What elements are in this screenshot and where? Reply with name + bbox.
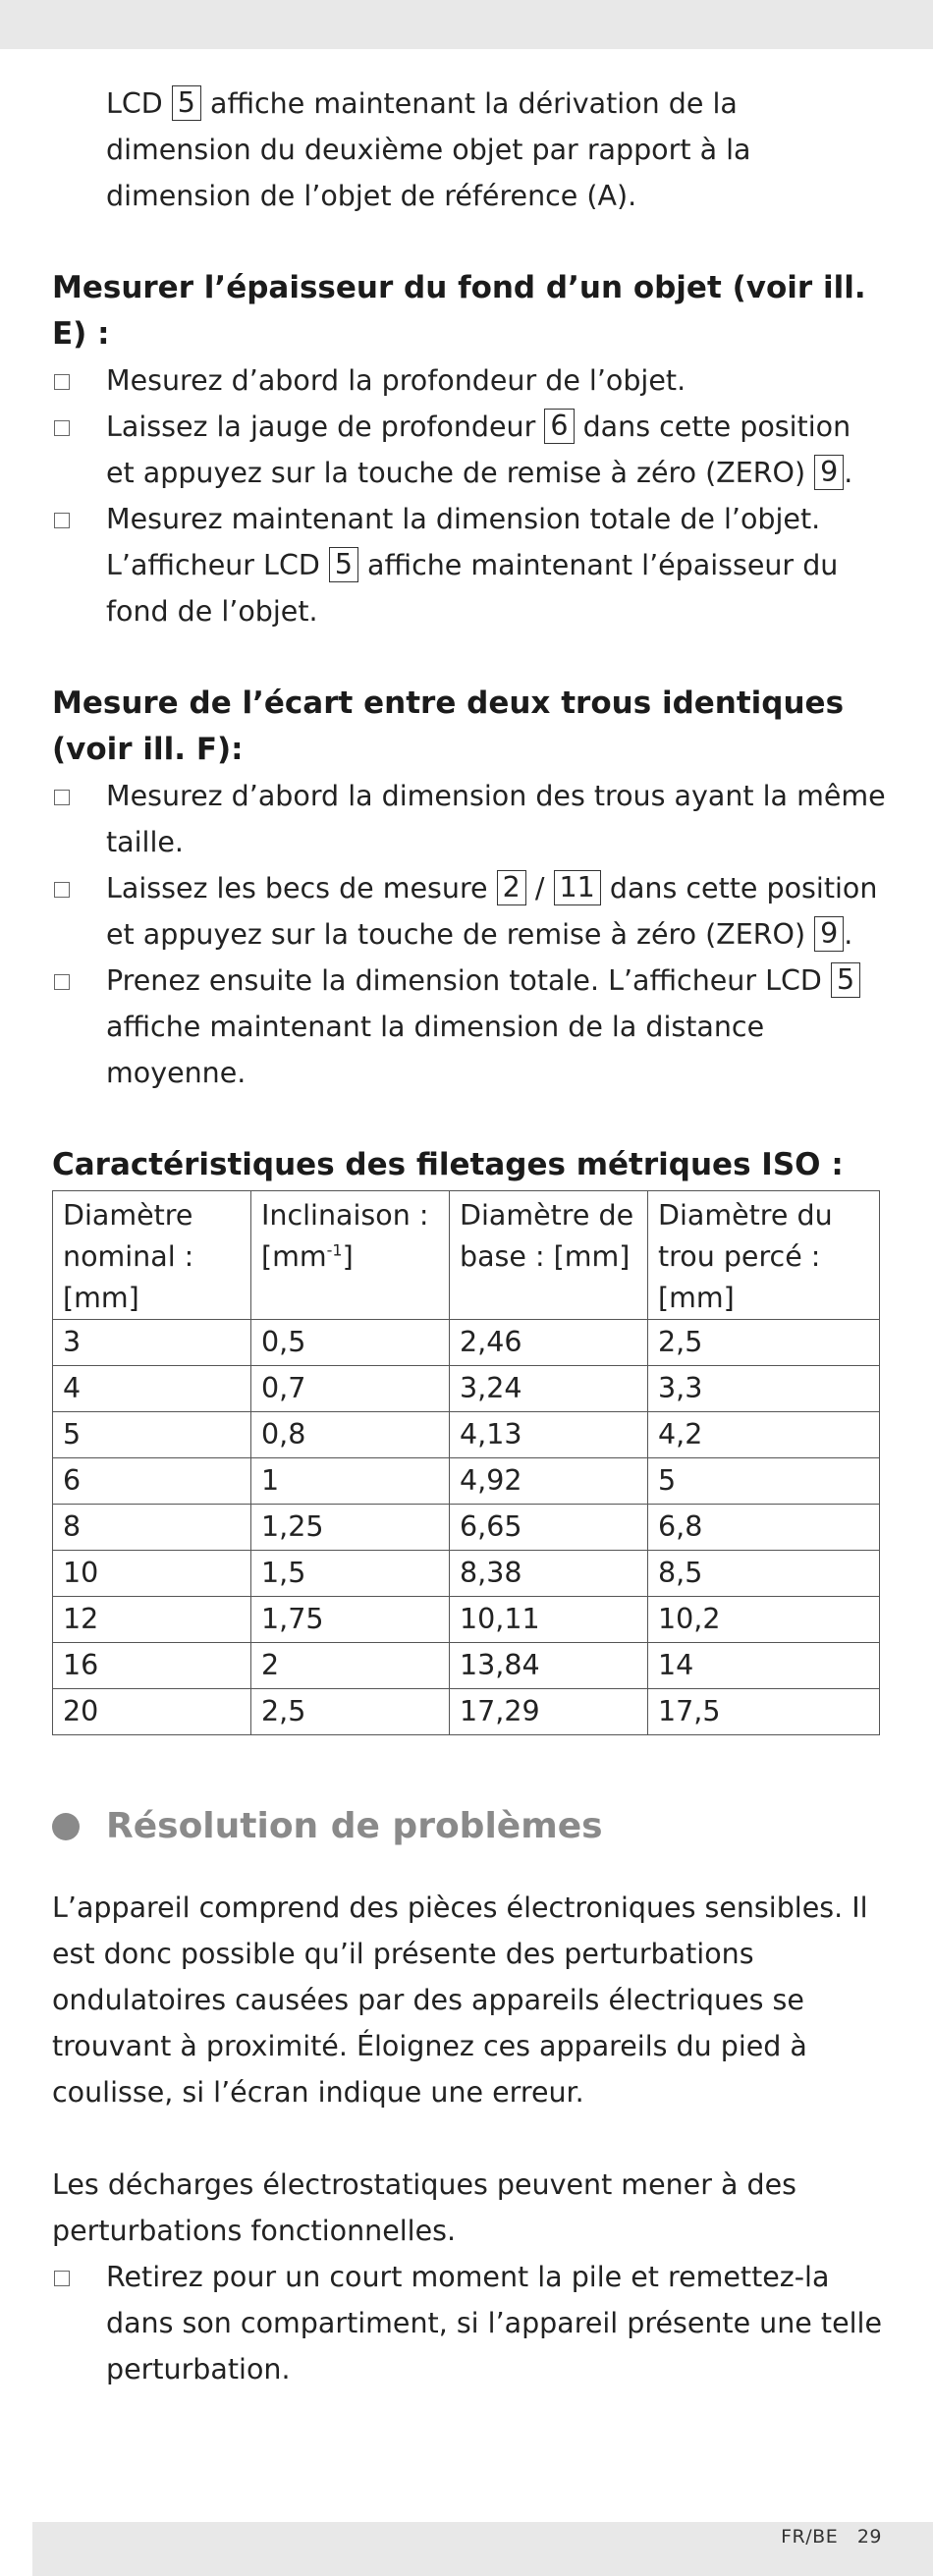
table-cell: 1,25 [251,1505,450,1551]
list-item [52,496,887,634]
bullet-dot-icon [52,1813,80,1840]
callout-number: 9 [814,455,844,490]
table-row [53,1551,880,1597]
table-cell: 1 [251,1458,450,1505]
column-header-drill: Diamètre du trou percé : [mm] [648,1191,880,1320]
header-text: ] [342,1240,354,1273]
header-superscript: -1 [326,1240,343,1260]
list-item-text: Laissez les becs de mesure [106,872,497,904]
intro-text-start: LCD [106,87,163,120]
heading-iso-threads: Caractéristiques des filetages métriques ISO : [52,1147,844,1182]
list-item [52,357,887,404]
table-cell: 3 [53,1320,251,1366]
table-cell: 10,2 [648,1597,880,1643]
table-cell: 8,5 [648,1551,880,1597]
table-cell: 2,46 [450,1320,648,1366]
table-row [53,1505,880,1551]
table-cell: 16 [53,1643,251,1689]
list-item-text: affiche maintenant la dimension de la distance moyenne. [106,1011,765,1089]
list-item [52,958,887,1096]
table-cell: 17,5 [648,1689,880,1735]
table-row [53,1366,880,1412]
table-cell: 20 [53,1689,251,1735]
table-row [53,1689,880,1735]
list-item-text: Prenez ensuite la dimension totale. L’afficheur LCD [106,964,831,997]
table-cell: 0,7 [251,1366,450,1412]
header-text: Inclinaison : [mm [261,1199,429,1273]
callout-number: 9 [814,916,844,952]
table-row [53,1458,880,1505]
page-content [52,81,887,2392]
table-cell: 6,8 [648,1505,880,1551]
heading-hole-distance: Mesure de l’écart entre deux trous identiques (voir ill. F): [52,685,845,767]
intro-text-end: affiche maintenant la dérivation de la dimension du deuxième objet par rapport à la dimension de l’objet de référence (A). [106,87,751,212]
intro-paragraph [52,81,887,219]
table-row [53,1320,880,1366]
table-cell: 6,65 [450,1505,648,1551]
list-item-text: Mesurez maintenant la dimension totale de l’objet. L’afficheur LCD [106,503,821,581]
table-cell: 2,5 [648,1320,880,1366]
list-item-text: . [844,457,853,489]
iso-thread-table [52,1190,880,1735]
table-row [53,1412,880,1458]
callout-number: 6 [544,409,574,444]
page-number: FR/BE 29 [781,2526,882,2548]
table-cell: 2,5 [251,1689,450,1735]
troubleshooting-paragraph: L’appareil comprend des pièces électroniques sensibles. Il est donc possible qu’il présente des perturbations ondulatoires causées par des appareils électriques se trouvant à proximité. Éloignez ces appareils du pied à coulisse, si l’écran indique une erreur. [52,1891,868,2109]
table-cell: 5 [648,1458,880,1505]
list-item-text: Laissez la jauge de profondeur [106,411,545,443]
top-bar [0,0,933,49]
list-item [52,404,887,496]
list-item-text: dans cette position et appuyez sur la touche de remise à zéro (ZERO) [106,411,851,489]
table-cell: 6 [53,1458,251,1505]
table-cell: 13,84 [450,1643,648,1689]
column-header-base: Diamètre de base : [mm] [450,1191,648,1320]
section-title: Résolution de problèmes [106,1806,603,1846]
table-cell: 4,2 [648,1412,880,1458]
callout-number: 5 [329,547,358,582]
callout-number: 5 [831,962,860,998]
table-cell: 2 [251,1643,450,1689]
table-cell: 12 [53,1597,251,1643]
table-cell: 3,3 [648,1366,880,1412]
column-header-nominal: Diamètre nominal : [mm] [53,1191,251,1320]
table-cell: 1,5 [251,1551,450,1597]
callout-number: 5 [172,85,201,121]
table-cell: 0,5 [251,1320,450,1366]
table-row [53,1597,880,1643]
list-item-text: affiche maintenant l’épaisseur du fond de l’objet. [106,549,839,628]
section-header-troubleshooting [52,1802,887,1851]
table-cell: 3,24 [450,1366,648,1412]
list-item-text: dans cette position et appuyez sur la touche de remise à zéro (ZERO) [106,872,878,951]
table-cell: 17,29 [450,1689,648,1735]
troubleshooting-paragraph: Les décharges électrostatiques peuvent mener à des perturbations fonctionnelles. [52,2168,796,2247]
list-item-text: Retirez pour un court moment la pile et remettez-la dans son compartiment, si l’appareil présente une telle perturbation. [106,2261,882,2385]
separator: / [525,872,554,904]
table-cell: 5 [53,1412,251,1458]
list-item [52,865,887,958]
table-cell: 4,13 [450,1412,648,1458]
table-cell: 8 [53,1505,251,1551]
table-cell: 14 [648,1643,880,1689]
table-cell: 10 [53,1551,251,1597]
callout-number: 11 [554,870,601,905]
table-cell: 0,8 [251,1412,450,1458]
list-item-text: Mesurez d’abord la dimension des trous ayant la même taille. [106,780,886,858]
list-item [52,773,887,865]
table-body [53,1320,880,1735]
heading-bottom-thickness: Mesurer l’épaisseur du fond d’un objet (voir ill. E) : [52,270,866,352]
footer-tab [0,2522,32,2576]
callout-number: 2 [497,870,526,905]
column-header-pitch [251,1191,450,1320]
table-cell: 8,38 [450,1551,648,1597]
table-header-row [53,1191,880,1320]
list-item-text: Mesurez d’abord la profondeur de l’objet. [106,364,686,397]
list-item-text: . [844,918,853,951]
table-cell: 1,75 [251,1597,450,1643]
table-cell: 10,11 [450,1597,648,1643]
table-cell: 4 [53,1366,251,1412]
table-cell: 4,92 [450,1458,648,1505]
table-row [53,1643,880,1689]
list-item [52,2254,887,2392]
